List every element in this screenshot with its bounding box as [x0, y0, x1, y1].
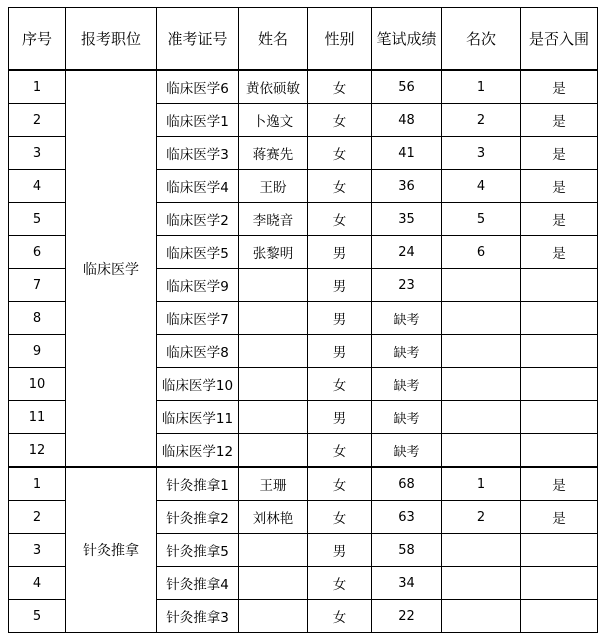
cell-shortlisted	[521, 368, 598, 401]
cell-exam-id: 针灸推拿3	[157, 600, 239, 633]
cell-gender: 男	[308, 302, 372, 335]
cell-score: 23	[372, 269, 442, 302]
cell-exam-id: 临床医学11	[157, 401, 239, 434]
cell-exam-id: 临床医学7	[157, 302, 239, 335]
cell-gender: 男	[308, 335, 372, 368]
cell-rank	[442, 335, 521, 368]
cell-gender: 男	[308, 401, 372, 434]
cell-name	[239, 600, 308, 633]
cell-exam-id: 临床医学1	[157, 104, 239, 137]
cell-seq: 2	[9, 104, 66, 137]
cell-rank	[442, 302, 521, 335]
cell-gender: 男	[308, 534, 372, 567]
cell-seq: 3	[9, 534, 66, 567]
cell-score: 34	[372, 567, 442, 600]
cell-shortlisted: 是	[521, 501, 598, 534]
cell-gender: 女	[308, 104, 372, 137]
cell-shortlisted	[521, 600, 598, 633]
cell-score: 68	[372, 467, 442, 501]
cell-score: 36	[372, 170, 442, 203]
cell-seq: 12	[9, 434, 66, 468]
cell-shortlisted: 是	[521, 104, 598, 137]
cell-score: 缺考	[372, 335, 442, 368]
cell-exam-id: 针灸推拿5	[157, 534, 239, 567]
cell-score: 48	[372, 104, 442, 137]
header-score: 笔试成绩	[372, 8, 442, 71]
cell-rank: 1	[442, 467, 521, 501]
cell-score: 24	[372, 236, 442, 269]
cell-seq: 5	[9, 600, 66, 633]
cell-position: 针灸推拿	[66, 467, 157, 633]
cell-rank: 5	[442, 203, 521, 236]
cell-seq: 4	[9, 170, 66, 203]
cell-rank	[442, 534, 521, 567]
cell-shortlisted: 是	[521, 467, 598, 501]
cell-name: 蒋赛先	[239, 137, 308, 170]
cell-gender: 女	[308, 501, 372, 534]
cell-name: 刘林艳	[239, 501, 308, 534]
cell-score: 22	[372, 600, 442, 633]
cell-seq: 7	[9, 269, 66, 302]
cell-exam-id: 临床医学12	[157, 434, 239, 468]
cell-seq: 9	[9, 335, 66, 368]
cell-gender: 女	[308, 467, 372, 501]
cell-exam-id: 临床医学10	[157, 368, 239, 401]
cell-name: 李晓音	[239, 203, 308, 236]
cell-shortlisted	[521, 434, 598, 468]
cell-name	[239, 434, 308, 468]
cell-shortlisted: 是	[521, 70, 598, 104]
header-gender: 性别	[308, 8, 372, 71]
cell-rank: 1	[442, 70, 521, 104]
cell-seq: 4	[9, 567, 66, 600]
header-exam-id: 准考证号	[157, 8, 239, 71]
cell-gender: 女	[308, 170, 372, 203]
cell-name: 王珊	[239, 467, 308, 501]
cell-rank	[442, 600, 521, 633]
table-body	[9, 70, 598, 633]
cell-exam-id: 针灸推拿4	[157, 567, 239, 600]
cell-shortlisted	[521, 269, 598, 302]
cell-score: 缺考	[372, 434, 442, 468]
cell-gender: 女	[308, 567, 372, 600]
cell-score: 缺考	[372, 302, 442, 335]
cell-seq: 3	[9, 137, 66, 170]
cell-seq: 10	[9, 368, 66, 401]
cell-rank: 3	[442, 137, 521, 170]
cell-gender: 女	[308, 203, 372, 236]
cell-seq: 8	[9, 302, 66, 335]
cell-rank: 2	[442, 501, 521, 534]
cell-rank: 2	[442, 104, 521, 137]
cell-name: 张黎明	[239, 236, 308, 269]
cell-seq: 1	[9, 467, 66, 501]
cell-shortlisted	[521, 335, 598, 368]
cell-gender: 女	[308, 70, 372, 104]
cell-shortlisted	[521, 401, 598, 434]
cell-seq: 5	[9, 203, 66, 236]
cell-rank	[442, 401, 521, 434]
cell-name	[239, 302, 308, 335]
cell-exam-id: 临床医学6	[157, 70, 239, 104]
cell-shortlisted: 是	[521, 137, 598, 170]
cell-score: 63	[372, 501, 442, 534]
score-table	[8, 7, 598, 633]
cell-gender: 男	[308, 269, 372, 302]
cell-seq: 6	[9, 236, 66, 269]
cell-position: 临床医学	[66, 70, 157, 467]
cell-shortlisted: 是	[521, 170, 598, 203]
cell-exam-id: 临床医学4	[157, 170, 239, 203]
cell-rank	[442, 567, 521, 600]
cell-score: 56	[372, 70, 442, 104]
table-row	[9, 467, 598, 501]
header-position: 报考职位	[66, 8, 157, 71]
cell-seq: 1	[9, 70, 66, 104]
cell-gender: 女	[308, 434, 372, 468]
cell-shortlisted	[521, 534, 598, 567]
header-row	[9, 8, 598, 71]
cell-exam-id: 临床医学9	[157, 269, 239, 302]
cell-exam-id: 临床医学3	[157, 137, 239, 170]
cell-seq: 2	[9, 501, 66, 534]
cell-score: 缺考	[372, 401, 442, 434]
cell-gender: 女	[308, 368, 372, 401]
cell-seq: 11	[9, 401, 66, 434]
cell-exam-id: 临床医学8	[157, 335, 239, 368]
cell-exam-id: 临床医学5	[157, 236, 239, 269]
cell-exam-id: 针灸推拿1	[157, 467, 239, 501]
cell-name	[239, 401, 308, 434]
cell-name: 王盼	[239, 170, 308, 203]
cell-shortlisted: 是	[521, 203, 598, 236]
cell-shortlisted: 是	[521, 236, 598, 269]
header-seq: 序号	[9, 8, 66, 71]
cell-gender: 男	[308, 236, 372, 269]
cell-name	[239, 269, 308, 302]
header-rank: 名次	[442, 8, 521, 71]
header-name: 姓名	[239, 8, 308, 71]
cell-name: 黄依硕敏	[239, 70, 308, 104]
cell-name	[239, 567, 308, 600]
cell-name	[239, 534, 308, 567]
cell-name	[239, 335, 308, 368]
header-shortlisted: 是否入围	[521, 8, 598, 71]
cell-rank	[442, 368, 521, 401]
cell-gender: 女	[308, 600, 372, 633]
cell-name: 卜逸文	[239, 104, 308, 137]
cell-exam-id: 临床医学2	[157, 203, 239, 236]
cell-score: 41	[372, 137, 442, 170]
cell-shortlisted	[521, 302, 598, 335]
cell-exam-id: 针灸推拿2	[157, 501, 239, 534]
cell-score: 缺考	[372, 368, 442, 401]
cell-rank	[442, 434, 521, 468]
cell-score: 35	[372, 203, 442, 236]
cell-gender: 女	[308, 137, 372, 170]
table-row	[9, 70, 598, 104]
cell-name	[239, 368, 308, 401]
cell-score: 58	[372, 534, 442, 567]
cell-rank	[442, 269, 521, 302]
cell-rank: 6	[442, 236, 521, 269]
cell-shortlisted	[521, 567, 598, 600]
cell-rank: 4	[442, 170, 521, 203]
